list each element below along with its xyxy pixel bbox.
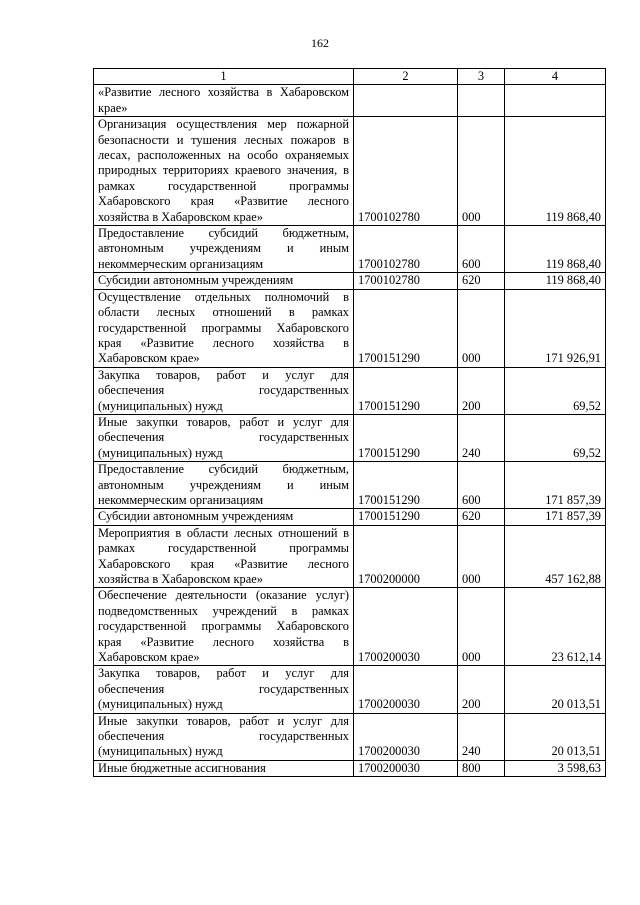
code-cell: 1700102780: [354, 226, 458, 273]
amount-cell: 119 868,40: [505, 273, 606, 289]
name-cell: Закупка товаров, работ и услуг для обеспечения государственных (муниципальных) нужд: [94, 367, 354, 414]
page-number: 162: [311, 36, 329, 50]
amount-cell: 171 857,39: [505, 462, 606, 509]
name-cell: Осуществление отдельных полномочий в области лесных отношений в рамках государственной программы Хабаровского края «Развитие лесного хозяйства в Хабаровском крае»: [94, 289, 354, 367]
amount-cell: 20 013,51: [505, 666, 606, 713]
table-row: [94, 85, 606, 117]
code-cell: 1700102780: [354, 117, 458, 226]
code-cell: 1700151290: [354, 289, 458, 367]
column-header: 2: [354, 69, 458, 85]
amount-cell: 171 926,91: [505, 289, 606, 367]
name-cell: Субсидии автономным учреждениям: [94, 509, 354, 525]
table-row: [94, 289, 606, 367]
type-cell: [458, 85, 505, 117]
amount-cell: 23 612,14: [505, 588, 606, 666]
code-cell: 1700200030: [354, 760, 458, 776]
name-cell: Закупка товаров, работ и услуг для обеспечения государственных (муниципальных) нужд: [94, 666, 354, 713]
amount-cell: [505, 85, 606, 117]
table-row: [94, 760, 606, 776]
code-cell: 1700200030: [354, 713, 458, 760]
name-cell: Иные закупки товаров, работ и услуг для обеспечения государственных (муниципальных) нужд: [94, 414, 354, 461]
amount-cell: 457 162,88: [505, 525, 606, 588]
table-row: [94, 273, 606, 289]
table-row: [94, 226, 606, 273]
type-cell: 620: [458, 509, 505, 525]
type-cell: 620: [458, 273, 505, 289]
amount-cell: 20 013,51: [505, 713, 606, 760]
amount-cell: 69,52: [505, 367, 606, 414]
type-cell: 600: [458, 226, 505, 273]
code-cell: 1700200030: [354, 666, 458, 713]
table-row: [94, 588, 606, 666]
name-cell: Предоставление субсидий бюджетным, автономным учреждениям и иным некоммерческим организациям: [94, 462, 354, 509]
budget-table: [93, 68, 606, 777]
code-cell: [354, 85, 458, 117]
type-cell: 600: [458, 462, 505, 509]
type-cell: 000: [458, 289, 505, 367]
type-cell: 800: [458, 760, 505, 776]
table-header-row: [94, 69, 606, 85]
code-cell: 1700102780: [354, 273, 458, 289]
type-cell: 200: [458, 367, 505, 414]
type-cell: 000: [458, 588, 505, 666]
amount-cell: 119 868,40: [505, 226, 606, 273]
table-row: [94, 117, 606, 226]
amount-cell: 119 868,40: [505, 117, 606, 226]
table-row: [94, 462, 606, 509]
table-row: [94, 509, 606, 525]
type-cell: 000: [458, 525, 505, 588]
amount-cell: 3 598,63: [505, 760, 606, 776]
code-cell: 1700151290: [354, 414, 458, 461]
name-cell: Предоставление субсидий бюджетным, автономным учреждениям и иным некоммерческим организациям: [94, 226, 354, 273]
type-cell: 240: [458, 414, 505, 461]
type-cell: 200: [458, 666, 505, 713]
table-row: [94, 414, 606, 461]
code-cell: 1700151290: [354, 509, 458, 525]
name-cell: Обеспечение деятельности (оказание услуг) подведомственных учреждений в рамках государственной программы Хабаровского края «Развитие лесного хозяйства в Хабаровском крае»: [94, 588, 354, 666]
table-row: [94, 525, 606, 588]
column-header: 4: [505, 69, 606, 85]
code-cell: 1700200000: [354, 525, 458, 588]
table-row: [94, 666, 606, 713]
amount-cell: 69,52: [505, 414, 606, 461]
table-row: [94, 367, 606, 414]
name-cell: Субсидии автономным учреждениям: [94, 273, 354, 289]
code-cell: 1700200030: [354, 588, 458, 666]
name-cell: Мероприятия в области лесных отношений в рамках государственной программы Хабаровского края «Развитие лесного хозяйства в Хабаровском крае»: [94, 525, 354, 588]
code-cell: 1700151290: [354, 367, 458, 414]
type-cell: 000: [458, 117, 505, 226]
table-row: [94, 713, 606, 760]
amount-cell: 171 857,39: [505, 509, 606, 525]
type-cell: 240: [458, 713, 505, 760]
name-cell: Иные бюджетные ассигнования: [94, 760, 354, 776]
name-cell: Организация осуществления мер пожарной безопасности и тушения лесных пожаров в лесах, расположенных на особо охраняемых природных территориях краевого значения, в рамках государственной программы Хабаровского края «Развитие лесного хозяйства в Хабаровском крае»: [94, 117, 354, 226]
code-cell: 1700151290: [354, 462, 458, 509]
column-header: 3: [458, 69, 505, 85]
name-cell: «Развитие лесного хозяйства в Хабаровском крае»: [94, 85, 354, 117]
column-header: 1: [94, 69, 354, 85]
name-cell: Иные закупки товаров, работ и услуг для обеспечения государственных (муниципальных) нужд: [94, 713, 354, 760]
